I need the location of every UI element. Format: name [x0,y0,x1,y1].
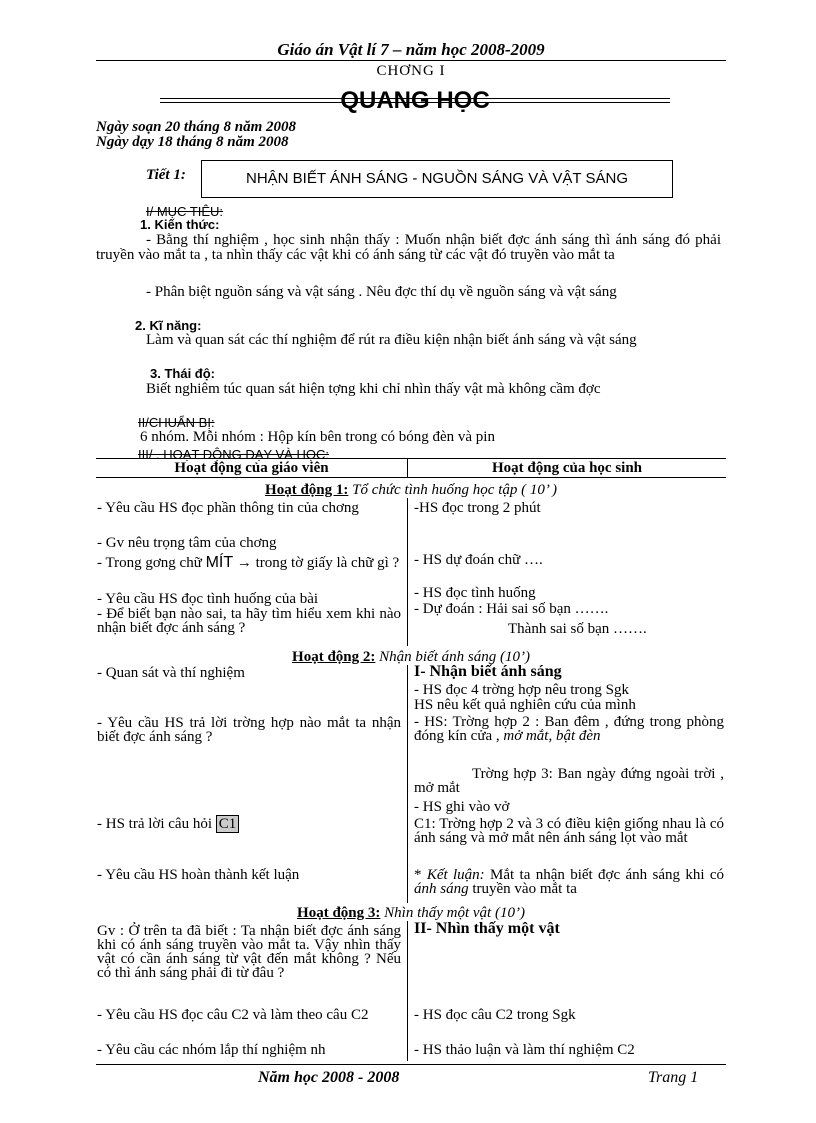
hd1-student-5: Thành sai số bạn ……. [508,621,647,637]
heading-knowledge: 1. Kiến thức: [140,217,220,232]
hd3-teacher-1: Gv : Ở trên ta đã biết : Ta nhận biết đợc ánh sáng khi có ánh sáng truyền vào mắt ta. Vậy nhìn thấy vật có cần ánh sáng từ vật đến mắt không ? Nếu có thì ánh sáng phải đi từ đâu ? [97,923,401,981]
hd1-student-1: -HS đọc trong 2 phút [414,500,541,516]
hd1-student-4: - Dự đoán : Hải sai số bạn ……. [414,601,609,617]
hd2-student-6: C1: Trờng hợp 2 và 3 có điều kiện giống nhau là có ánh sáng và mở mắt nên ánh sáng lọt vào mắt [414,816,724,846]
knowledge-para-1: - Bằng thí nghiệm , học sinh nhận thấy : Muốn nhận biết đợc ánh sáng thì ánh sáng đó phải truyền vào mắt ta , ta nhìn thấy các vật khi có ánh sáng từ các vật đó truyền vào mắt ta [96,232,721,263]
hd2-student-conclusion: * Kết luận: Mắt ta nhận biết đợc ánh sáng khi có ánh sáng truyền vào mắt ta [414,867,724,897]
section-activities: III/ . HOẠT ĐỘNG DẠY VÀ HỌC: [138,447,329,462]
section-objectives: I/ MỤC TIÊU: [146,204,224,219]
hd2-student-4: Trờng hợp 3: Ban ngày đứng ngoài trời , mở mắt [414,766,724,796]
chapter-label: CHƠNG I [376,63,446,79]
hd1-teacher-3: - Trong gơng chữ MÍT → trong tờ giấy là chữ gì ? [97,554,400,571]
chapter-title: QUANG HỌC [340,87,490,114]
footer-page-number: Trang 1 [648,1069,699,1086]
column-header-teacher: Hoạt động của giáo viên [174,460,329,476]
lesson-number: Tiết 1: [146,167,186,183]
column-header-student: Hoạt động của học sinh [491,460,643,476]
hd1-teacher-4: - Yêu cầu HS đọc tình huống của bài [97,591,319,607]
hd1-student-2: - HS dự đoán chữ …. [414,552,543,568]
hd3-student-2: - HS thảo luận và làm thí nghiệm C2 [414,1042,635,1058]
column-divider-3 [407,921,408,1061]
column-divider-2 [407,665,408,903]
preparation-para: 6 nhóm. Mỗi nhóm : Hộp kín bên trong có bóng đèn và pin [140,429,495,445]
hd2-teacher-3: - HS trả lời câu hỏi C1 [97,817,401,831]
header-rule [96,60,726,61]
hd3-teacher-3: - Yêu cầu các nhóm lắp thí nghiệm nh [97,1042,326,1058]
footer-rule [96,1064,726,1065]
activity-2-heading: Hoạt động 2: Nhận biết ánh sáng (10’) [292,649,530,665]
hd2-student-2: HS nêu kết quả nghiên cứu của mình [414,697,636,713]
hd2-teacher-2: - Yêu cầu HS trả lời trờng hợp nào mắt ta nhận biết đợc ánh sáng ? [97,715,401,745]
date-prepared: Ngày soạn 20 tháng 8 năm 2008 [96,119,297,135]
column-divider-header [407,458,408,477]
activity-1-heading: Hoạt động 1: Tổ chức tình huống học tập ( 10’ ) [265,482,557,498]
attitude-para: Biết nghiêm túc quan sát hiện tợng khi chỉ nhìn thấy vật mà không cầm đợc [146,381,601,397]
c1-highlight: C1 [216,815,240,833]
hd3-student-heading: II- Nhìn thấy một vật [414,920,560,937]
column-divider-1 [407,498,408,646]
date-taught: Ngày dạy 18 tháng 8 năm 2008 [96,134,289,150]
hd2-student-1: - HS đọc 4 trờng hợp nêu trong Sgk [414,682,630,698]
activity-3-heading: Hoạt động 3: Nhìn thấy một vật (10’) [297,905,525,921]
heading-attitude: 3. Thái độ: [150,366,215,381]
hd2-teacher-1: - Quan sát và thí nghiệm [97,665,245,681]
footer-year: Năm học 2008 - 2008 [258,1069,400,1086]
hd3-student-1: - HS đọc câu C2 trong Sgk [414,1007,576,1023]
knowledge-para-2: - Phân biệt nguồn sáng và vật sáng . Nêu đợc thí dụ về nguồn sáng và vật sáng [146,284,617,300]
hd3-teacher-2: - Yêu cầu HS đọc câu C2 và làm theo câu C2 [97,1007,369,1023]
skills-para: Làm và quan sát các thí nghiệm để rút ra điều kiện nhận biết ánh sáng và vật sáng [146,332,637,348]
table-header-border [96,477,726,478]
hd1-student-3: - HS đọc tình huống [414,585,536,601]
table-top-border [96,458,726,459]
hd2-student-5: - HS ghi vào vở [414,799,510,815]
hd2-student-heading: I- Nhận biết ánh sáng [414,663,562,680]
hd1-teacher-1: - Yêu cầu HS đọc phần thông tin của chơng [97,500,359,516]
page-header-title: Giáo án Vật lí 7 – năm học 2008-2009 [277,40,545,59]
lesson-title-box: NHẬN BIẾT ÁNH SÁNG - NGUỒN SÁNG VÀ VẬT SÁNG [201,160,673,198]
hd1-teacher-5: - Để biết bạn nào sai, ta hãy tìm hiểu xem khi nào nhận biết đợc ánh sáng ? [97,606,401,636]
section-preparation: II/CHUẨN BỊ: [138,415,215,430]
hd2-student-3: - HS: Trờng hợp 2 : Ban đêm , đứng trong phòng đóng kín cửa , mở mắt, bật đèn [414,714,724,744]
hd1-teacher-2: - Gv nêu trọng tâm của chơng [97,535,277,551]
heading-skills: 2. Kĩ năng: [135,318,202,333]
hd2-teacher-4: - Yêu cầu HS hoàn thành kết luận [97,867,300,883]
